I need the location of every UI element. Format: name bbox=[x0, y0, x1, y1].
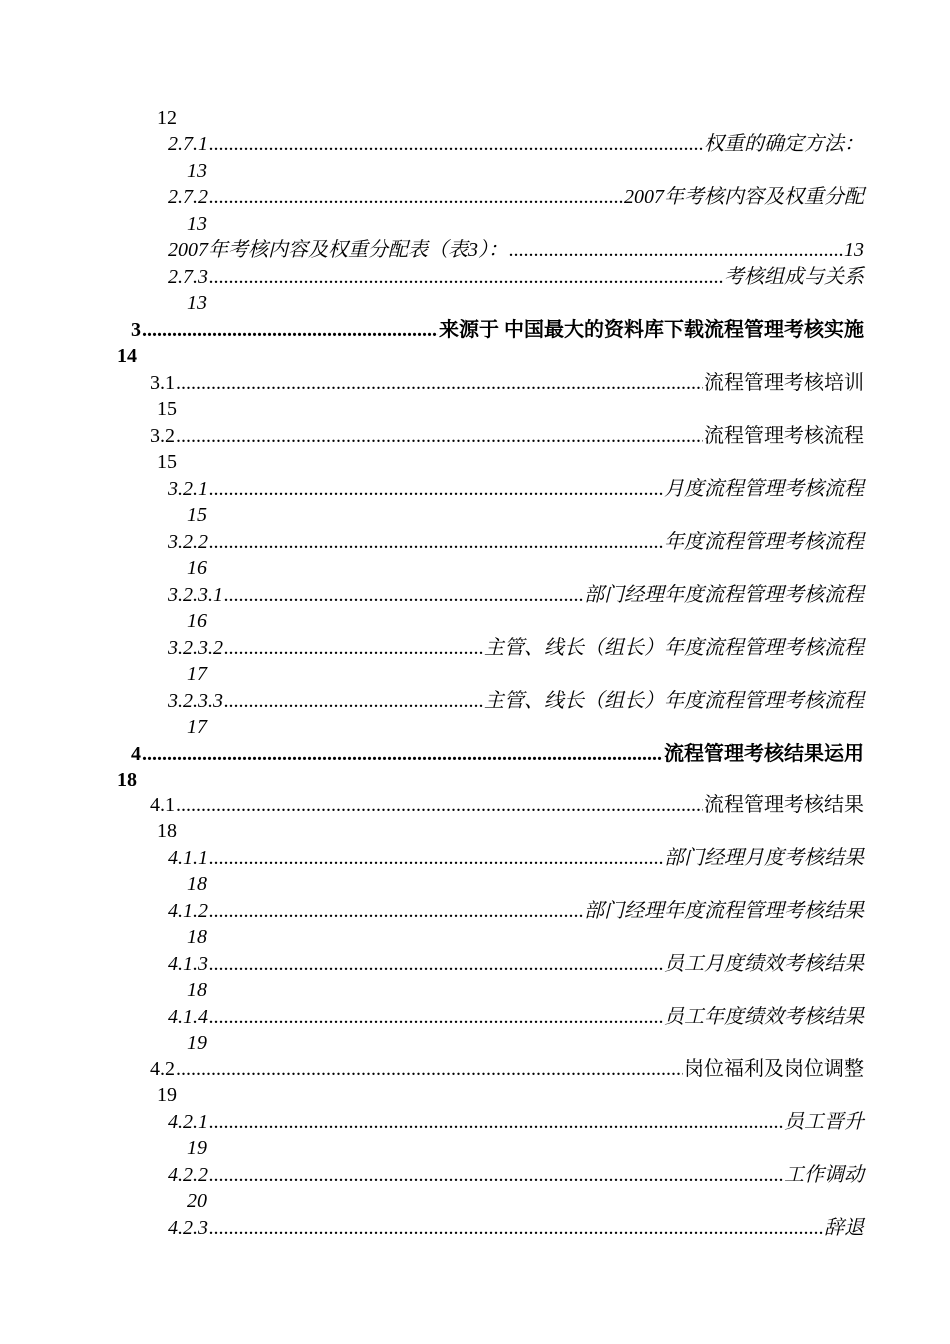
toc-entry-title: 考核组成与关系 bbox=[724, 266, 864, 288]
toc-entry-number: 3.2.3.1 bbox=[168, 584, 223, 606]
toc-entry-3-2-3-3[interactable] bbox=[168, 688, 864, 714]
toc-leader-dots bbox=[142, 317, 438, 343]
toc-entry-title: 2007年考核内容及权重分配表（表3）： bbox=[168, 239, 508, 261]
toc-leader-dots bbox=[509, 237, 843, 263]
toc-leader-dots bbox=[209, 131, 703, 157]
toc-entry-number: 3.2 bbox=[150, 425, 175, 447]
toc-leader-dots bbox=[176, 370, 703, 396]
toc-page-number: 19 bbox=[187, 1137, 207, 1159]
toc-leader-dots bbox=[209, 529, 663, 555]
toc-page-number: 18 bbox=[117, 769, 137, 791]
toc-entry-4-2[interactable] bbox=[150, 1056, 864, 1082]
toc-leader-dots bbox=[209, 1215, 823, 1241]
toc-entry-number: 4.1.2 bbox=[168, 900, 208, 922]
toc-entry-2-7-1[interactable] bbox=[168, 131, 864, 157]
toc-page-number: 18 bbox=[187, 979, 207, 1001]
toc-leader-dots bbox=[176, 423, 703, 449]
toc-entry-title: 工作调动 bbox=[784, 1164, 864, 1186]
toc-entry-number: 3 bbox=[131, 319, 141, 341]
toc-leader-dots bbox=[209, 845, 663, 871]
toc-page-number: 20 bbox=[187, 1190, 207, 1212]
toc-leader-dots bbox=[176, 1056, 683, 1082]
toc-leader-dots bbox=[209, 184, 623, 210]
toc-page-number: 15 bbox=[157, 398, 177, 420]
toc-entry-title: 部门经理年度流程管理考核结果 bbox=[584, 900, 864, 922]
toc-entry-title: 流程管理考核结果 bbox=[704, 794, 864, 816]
toc-page-number: 13 bbox=[187, 292, 207, 314]
toc-entry-title: 主管、线长（组长）年度流程管理考核流程 bbox=[484, 637, 864, 659]
toc-entry-title: 部门经理年度流程管理考核流程 bbox=[584, 584, 864, 606]
toc-entry-title: 2007年考核内容及权重分配 bbox=[624, 186, 864, 208]
toc-entry-number: 3.2.3.2 bbox=[168, 637, 223, 659]
toc-entry-title: 权重的确定方法： bbox=[704, 133, 864, 155]
toc-leader-dots bbox=[224, 688, 483, 714]
toc-page-number: 13 bbox=[187, 213, 207, 235]
toc-leader-dots bbox=[142, 741, 663, 767]
toc-entry-title: 员工月度绩效考核结果 bbox=[664, 953, 864, 975]
toc-leader-dots bbox=[209, 476, 663, 502]
toc-leader-dots bbox=[224, 582, 583, 608]
toc-leader-dots bbox=[209, 1109, 783, 1135]
toc-entry-number: 4.1.4 bbox=[168, 1006, 208, 1028]
toc-entry-2-7-2[interactable] bbox=[168, 184, 864, 210]
toc-leader-dots bbox=[209, 264, 723, 290]
toc-page-number: 15 bbox=[157, 451, 177, 473]
toc-entry-title: 流程管理考核结果运用 bbox=[664, 743, 864, 765]
toc-page-number: 18 bbox=[187, 926, 207, 948]
toc-entry-title: 来源于 中国最大的资料库下载流程管理考核实施 bbox=[439, 319, 864, 341]
toc-entry-title: 流程管理考核培训 bbox=[704, 372, 864, 394]
toc-entry-2-7-3[interactable] bbox=[168, 264, 864, 290]
toc-page-number: 19 bbox=[157, 1084, 177, 1106]
toc-entry-title: 年度流程管理考核流程 bbox=[664, 531, 864, 553]
toc-page-number: 16 bbox=[187, 610, 207, 632]
toc-page-number: 16 bbox=[187, 557, 207, 579]
toc-entry-3-2-2[interactable] bbox=[168, 529, 864, 555]
toc-leader-dots bbox=[209, 1162, 783, 1188]
toc-page-number: 15 bbox=[187, 504, 207, 526]
toc-entry-title: 员工晋升 bbox=[784, 1111, 864, 1133]
toc-entry-title: 部门经理月度考核结果 bbox=[664, 847, 864, 869]
toc-entry-4-2-1[interactable] bbox=[168, 1109, 864, 1135]
toc-leader-dots bbox=[224, 635, 483, 661]
toc-page-number: 18 bbox=[157, 820, 177, 842]
toc-entry-number: 3.2.3.3 bbox=[168, 690, 223, 712]
toc-page-number: 17 bbox=[187, 663, 207, 685]
toc-leader-dots bbox=[209, 898, 583, 924]
toc-page-number: 18 bbox=[187, 873, 207, 895]
toc-entry-number: 2.7.1 bbox=[168, 133, 208, 155]
toc-entry-3-1[interactable] bbox=[150, 370, 864, 396]
toc-entry-number: 4 bbox=[131, 743, 141, 765]
toc-entry-title: 员工年度绩效考核结果 bbox=[664, 1006, 864, 1028]
toc-entry-4-1[interactable] bbox=[150, 792, 864, 818]
toc-leader-dots bbox=[209, 1004, 663, 1030]
toc-entry-table3[interactable] bbox=[168, 237, 864, 263]
toc-entry-number: 2.7.2 bbox=[168, 186, 208, 208]
toc-entry-title: 主管、线长（组长）年度流程管理考核流程 bbox=[484, 690, 864, 712]
toc-entry-title: 流程管理考核流程 bbox=[704, 425, 864, 447]
toc-entry-number: 4.2.2 bbox=[168, 1164, 208, 1186]
toc-entry-title: 辞退 bbox=[824, 1217, 864, 1239]
toc-entry-number: 4.1 bbox=[150, 794, 175, 816]
toc-page-number: 17 bbox=[187, 716, 207, 738]
toc-entry-3[interactable] bbox=[131, 317, 864, 343]
toc-entry-3-2-3-1[interactable] bbox=[168, 582, 864, 608]
toc-entry-3-2-3-2[interactable] bbox=[168, 635, 864, 661]
toc-entry-number: 4.2 bbox=[150, 1058, 175, 1080]
toc-entry-number: 4.2.3 bbox=[168, 1217, 208, 1239]
toc-entry-4-2-2[interactable] bbox=[168, 1162, 864, 1188]
toc-entry-4-1-1[interactable] bbox=[168, 845, 864, 871]
toc-page-number: 19 bbox=[187, 1032, 207, 1054]
toc-entry-3-2[interactable] bbox=[150, 423, 864, 449]
toc-page-number: 13 bbox=[187, 160, 207, 182]
toc-page-number: 14 bbox=[117, 345, 137, 367]
toc-entry-title: 月度流程管理考核流程 bbox=[664, 478, 864, 500]
toc-entry-number: 2.7.3 bbox=[168, 266, 208, 288]
toc-page-number: 13 bbox=[844, 239, 864, 261]
toc-entry-number: 3.2.2 bbox=[168, 531, 208, 553]
toc-page-number: 12 bbox=[157, 107, 177, 129]
toc-entry-4-2-3[interactable] bbox=[168, 1215, 864, 1241]
toc-entry-4-1-2[interactable] bbox=[168, 898, 864, 924]
toc-entry-number: 4.1.3 bbox=[168, 953, 208, 975]
toc-leader-dots bbox=[176, 792, 703, 818]
toc-entry-number: 4.2.1 bbox=[168, 1111, 208, 1133]
toc-entry-4[interactable] bbox=[131, 741, 864, 767]
toc-leader-dots bbox=[209, 951, 663, 977]
toc-entry-title: 岗位福利及岗位调整 bbox=[684, 1058, 864, 1080]
toc-entry-number: 4.1.1 bbox=[168, 847, 208, 869]
toc-entry-4-1-3[interactable] bbox=[168, 951, 864, 977]
toc-entry-number: 3.1 bbox=[150, 372, 175, 394]
toc-entry-4-1-4[interactable] bbox=[168, 1004, 864, 1030]
toc-entry-3-2-1[interactable] bbox=[168, 476, 864, 502]
toc-entry-number: 3.2.1 bbox=[168, 478, 208, 500]
